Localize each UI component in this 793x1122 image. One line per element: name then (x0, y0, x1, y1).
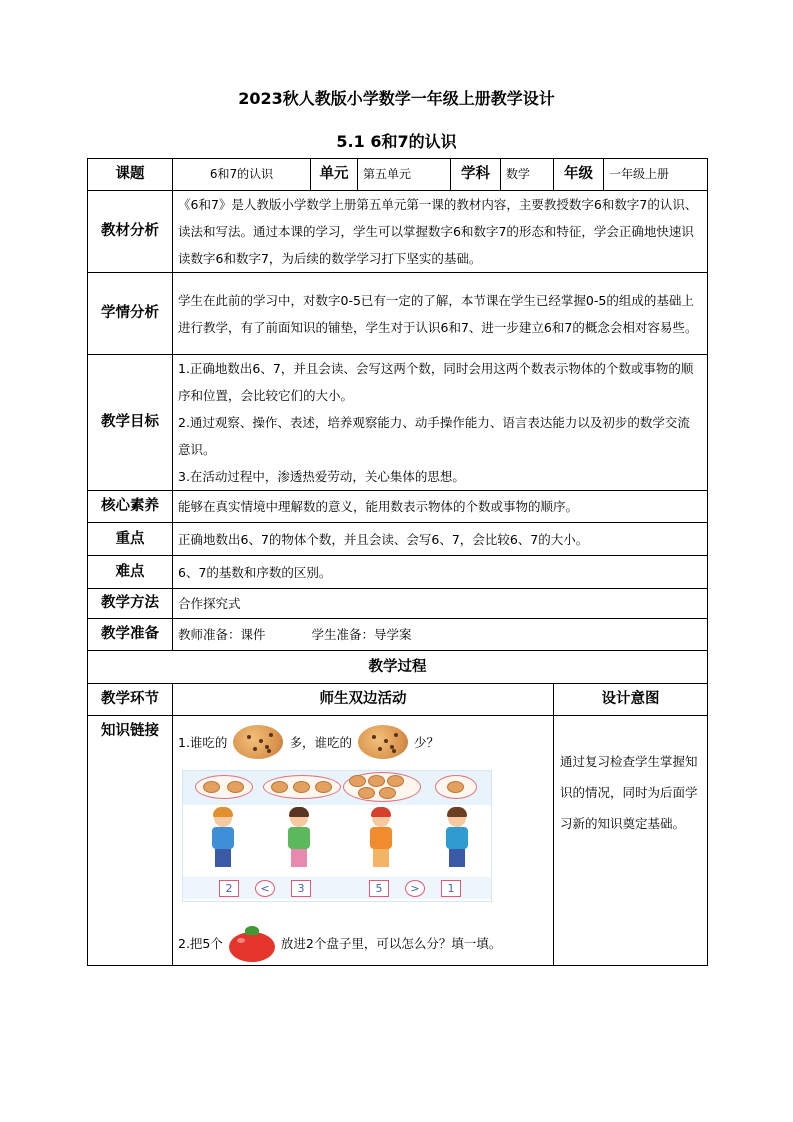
q2-suffix: 放进2个盘子里，可以怎么分？填一填。 (280, 935, 502, 951)
cookie-icon (358, 787, 375, 799)
process-row (88, 716, 708, 966)
key-text: 正确地数出6、7的物体个数，并且会读、会写6、7，会比较6、7的大小。 (173, 523, 708, 556)
topic-label: 课题 (88, 159, 173, 191)
activity-cell (173, 716, 554, 966)
core-label: 核心素养 (88, 491, 173, 523)
key-label: 重点 (88, 523, 173, 556)
number-box: 5 (369, 880, 389, 897)
prep-text (173, 619, 708, 651)
comparison-strip (183, 877, 491, 899)
cookie-icon (358, 725, 408, 759)
number-box: 1 (441, 880, 461, 897)
subject-label: 学科 (451, 159, 501, 191)
q1-prefix: 1.谁吃的 (178, 734, 228, 750)
method-text: 合作探究式 (173, 589, 708, 619)
child-girl-icon (363, 809, 399, 871)
col-stage-header: 教学环节 (88, 684, 173, 716)
goal-item: 2.通过观察、操作、表述，培养观察能力、动手操作能力、语言表达能力以及初步的数学交流意识。 (178, 415, 690, 457)
subject-value: 数学 (501, 159, 554, 191)
question-1 (178, 722, 548, 762)
number-box: 2 (219, 880, 239, 897)
process-header: 教学过程 (88, 651, 708, 684)
goal-row (88, 355, 708, 491)
process-columns-row (88, 684, 708, 716)
difficult-row (88, 556, 708, 589)
unit-value: 第五单元 (358, 159, 451, 191)
difficult-label: 难点 (88, 556, 173, 589)
stage-label: 知识链接 (88, 716, 173, 966)
difficult-text: 6、7的基数和序数的区别。 (173, 556, 708, 589)
col-activity-header: 师生双边活动 (173, 684, 554, 716)
cookie-icon (368, 775, 385, 787)
intent-text: 通过复习检查学生掌握知识的情况，同时为后面学习新的知识奠定基础。 (554, 716, 708, 966)
material-label: 教材分析 (88, 191, 173, 273)
method-row (88, 589, 708, 619)
cookie-icon (227, 781, 244, 793)
goal-item: 1.正确地数出6、7，并且会读、会写这两个数，同时会用这两个数表示物体的个数或事物的顺序和位置，会比较它们的大小。 (178, 361, 694, 403)
grade-label: 年级 (554, 159, 604, 191)
number-box: 3 (291, 880, 311, 897)
student-text: 学生在此前的学习中，对数字0-5已有一定的了解，本节课在学生已经掌握0-5的组成的基础上进行教学，有了前面知识的铺垫，学生对于认识6和7、进一步建立6和7的概念会相对容易些。 (173, 273, 708, 355)
child-boy-icon (205, 809, 241, 871)
info-row (88, 159, 708, 191)
key-row (88, 523, 708, 556)
unit-label: 单元 (311, 159, 358, 191)
cookie-icon (379, 787, 396, 799)
goal-list (173, 355, 708, 491)
less-than-sign: < (255, 880, 275, 897)
cookie-icon (233, 725, 283, 759)
prep-teacher: 教师准备：课件 (178, 627, 266, 642)
greater-than-sign: > (405, 880, 425, 897)
child-boy-icon (439, 809, 475, 871)
tomato-icon (227, 922, 277, 964)
prep-label: 教学准备 (88, 619, 173, 651)
method-label: 教学方法 (88, 589, 173, 619)
q1-suffix: 少？ (413, 734, 439, 750)
process-header-row (88, 651, 708, 684)
student-label: 学情分析 (88, 273, 173, 355)
cookie-icon (271, 781, 288, 793)
material-row (88, 191, 708, 273)
cookie-icon (293, 781, 310, 793)
core-row (88, 491, 708, 523)
goal-label: 教学目标 (88, 355, 173, 491)
lesson-title: 5.1 6和7的认识 (336, 132, 457, 151)
cookie-icon (387, 775, 404, 787)
core-text: 能够在真实情境中理解数的意义，能用数表示物体的个数或事物的顺序。 (173, 491, 708, 523)
prep-student: 学生准备：导学案 (311, 627, 412, 642)
cookie-icon (315, 781, 332, 793)
grade-value: 一年级上册 (604, 159, 708, 191)
cookie-scene-illustration (182, 770, 492, 902)
col-intent-header: 设计意图 (554, 684, 708, 716)
cookie-icon (203, 781, 220, 793)
cookie-icon (349, 775, 366, 787)
question-2 (178, 922, 548, 964)
material-text: 《6和7》是人教版小学数学上册第五单元第一课的教材内容，主要教授数字6和数字7的认识、读法和写法。通过本课的学习，学生可以掌握数字6和数字7的形态和特征，学会正确地快速识读数字6和数字7，为后续的数学学习打下坚实的基础。 (173, 191, 708, 273)
q1-mid: 多，谁吃的 (289, 734, 352, 750)
document-title: 2023秋人教版小学数学一年级上册教学设计 (238, 89, 555, 108)
student-row (88, 273, 708, 355)
goal-item: 3.在活动过程中，渗透热爱劳动，关心集体的思想。 (178, 469, 465, 484)
plates-strip (183, 771, 491, 805)
prep-row (88, 619, 708, 651)
topic-value: 6和7的认识 (173, 159, 311, 191)
q2-prefix: 2.把5个 (178, 935, 223, 951)
cookie-icon (447, 781, 464, 793)
lesson-plan-table (87, 158, 708, 966)
child-girl-icon (281, 809, 317, 871)
